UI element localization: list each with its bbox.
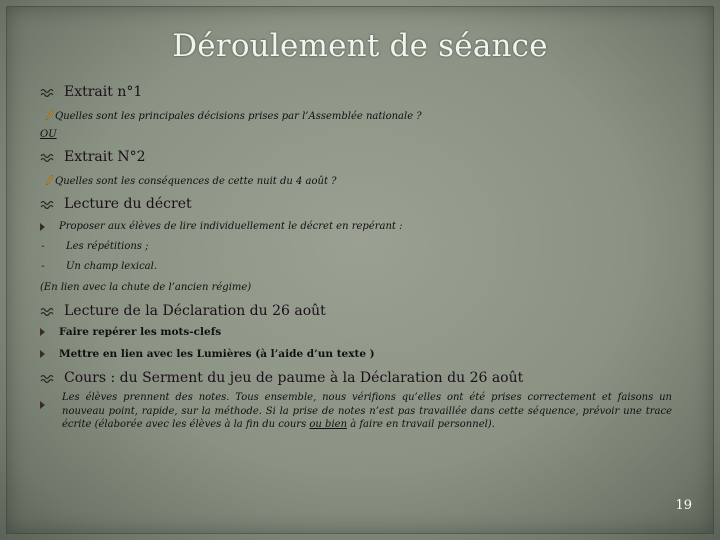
dash-item-text: Les répétitions ; <box>66 241 149 252</box>
pencil-icon <box>46 110 53 120</box>
or-label: OU <box>40 129 57 140</box>
list-item-text: Mettre en lien avec les Lumières (à l’aide d’un texte ) <box>59 348 375 360</box>
section-heading: Lecture du décret <box>64 196 192 212</box>
section-extrait-1 <box>40 84 142 100</box>
wave-icon <box>40 88 54 97</box>
paragraph-text-end: à faire en travail personnel). <box>347 419 495 430</box>
arrow-right-icon <box>40 394 59 413</box>
arrow-right-icon <box>40 223 45 231</box>
section-heading: Cours : du Serment du jeu de paume à la Déclaration du 26 août <box>64 370 524 386</box>
slide-title: Déroulement de séance <box>172 28 548 64</box>
page-number: 19 <box>675 498 692 513</box>
section-cours <box>40 370 523 386</box>
dash-item-text: Un champ lexical. <box>66 261 158 272</box>
section-lecture-decret <box>40 196 192 212</box>
question-text: Quelles sont les principales décisions prises par l’Assemblée nationale ? <box>55 111 422 122</box>
question-1 <box>46 110 422 122</box>
wave-icon <box>40 374 54 383</box>
section-heading: Extrait N°2 <box>64 149 146 165</box>
section-heading: Lecture de la Déclaration du 26 août <box>64 303 326 319</box>
dash-item <box>40 261 157 272</box>
wave-icon <box>40 200 54 209</box>
dash-icon: - <box>41 241 45 252</box>
dash-icon: - <box>41 261 45 272</box>
paragraph-underlined: ou bien <box>309 419 348 430</box>
dash-item <box>40 241 148 252</box>
question-text: Quelles sont les conséquences de cette nuit du 4 août ? <box>55 176 337 187</box>
list-item-text: Faire repérer les mots-clefs <box>59 326 222 338</box>
list-item-text: Proposer aux élèves de lire individuellement le décret en repérant : <box>59 221 403 232</box>
pencil-icon <box>46 175 53 185</box>
section-extrait-2 <box>40 149 146 165</box>
wave-icon <box>40 307 54 316</box>
list-item <box>40 348 375 360</box>
arrow-right-icon <box>40 350 45 358</box>
wave-icon <box>40 153 54 162</box>
paragraph-text: Les élèves prennent des notes. Tous ensemble, nous vérifions qu’elles ont été prises correctement et faisons un nouveau point, rapide, sur la méthode. Si la prise de notes n’est pas travaillée dans cette séquence, prévoir une trace écrite (élaborée avec les élèves à la fin du cours <box>62 392 672 430</box>
question-2 <box>46 175 337 187</box>
course-paragraph <box>62 391 672 432</box>
section-heading: Extrait n°1 <box>64 84 143 100</box>
arrow-right-icon <box>40 328 45 336</box>
context-note: (En lien avec la chute de l’ancien régime) <box>40 282 252 293</box>
list-item <box>40 221 402 232</box>
list-item <box>40 326 221 338</box>
section-lecture-declaration <box>40 303 326 319</box>
